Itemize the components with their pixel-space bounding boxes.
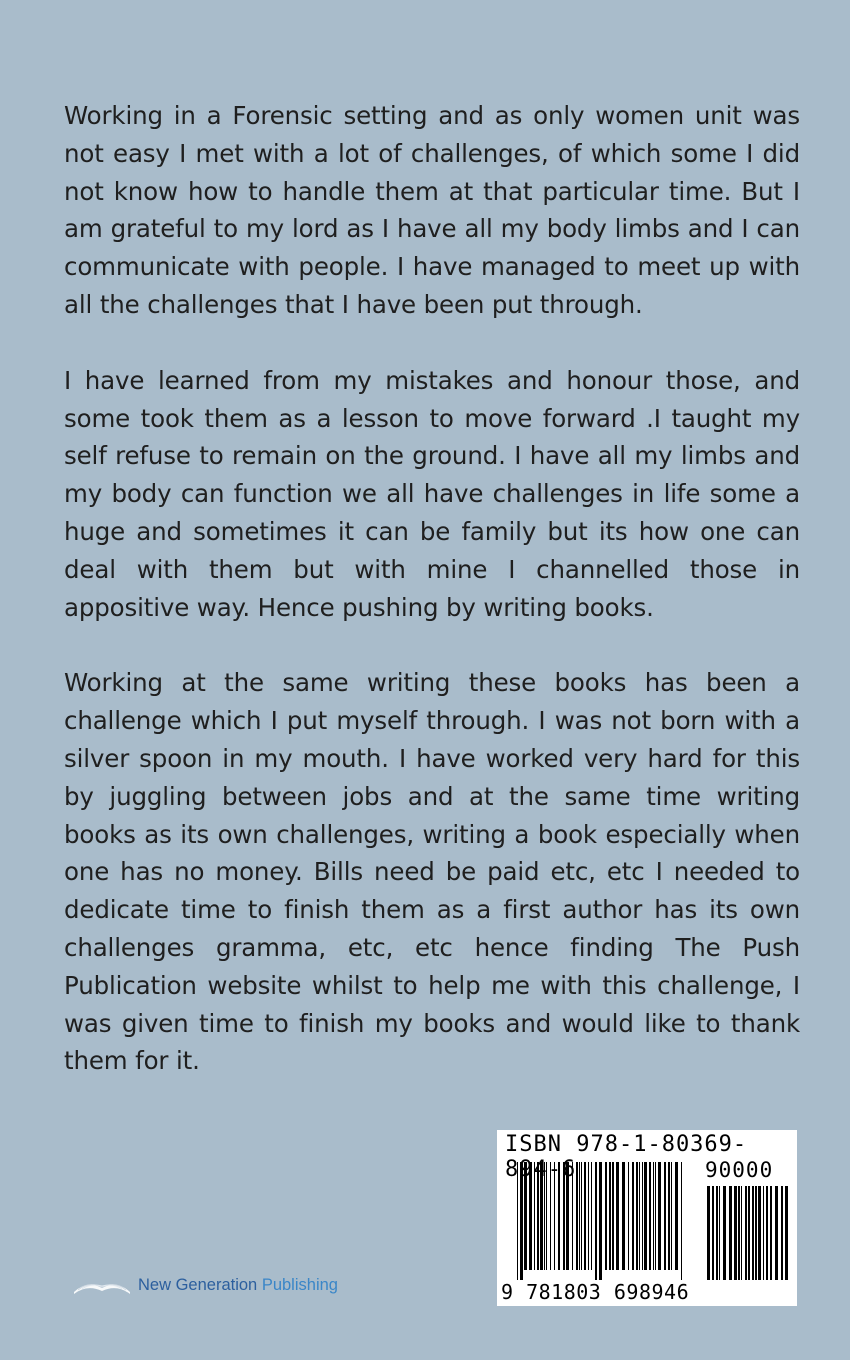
barcode-bar (719, 1186, 720, 1280)
publisher-name (138, 1276, 338, 1295)
barcode-bar (770, 1186, 772, 1280)
publisher-name-main: New Generation (138, 1275, 258, 1294)
barcode-bar (741, 1186, 742, 1280)
barcode-bar (781, 1186, 783, 1280)
barcode-bar (716, 1186, 718, 1280)
barcode-bar (729, 1186, 732, 1280)
barcode-bar (707, 1186, 710, 1280)
barcode-bar (758, 1186, 761, 1280)
blurb-paragraph-2: I have learned from my mistakes and honour those, and some took them as a lesson to move forward .I taught my self refuse to remain on the ground. I have all my limbs and my body can function we all have challenges in life some a huge and sometimes it can be family but its how one can deal with them but with mine I channelled those in appositive way. Hence pushing by writing books. (64, 365, 800, 622)
barcode-bar (755, 1186, 757, 1280)
barcode-bar (734, 1186, 737, 1280)
barcode-bar (775, 1186, 778, 1280)
barcode-bar (745, 1186, 747, 1280)
publisher-name-accent: Publishing (261, 1275, 338, 1294)
barcode-bar (748, 1186, 750, 1280)
price-code: 90000 (705, 1158, 774, 1182)
barcode-bar (738, 1186, 740, 1280)
barcode-bar (766, 1186, 768, 1280)
isbn-label: ISBN 978-1-80369-894-6 (505, 1132, 748, 1182)
barcode-bar (752, 1186, 754, 1280)
blurb-paragraph-3: Working at the same writing these books has been a challenge which I put myself through. I was not born with a silver spoon in my mouth. I have worked very hard for this by juggling between jobs and at the same time writing books as its own challenges, writing a book especially when one has no money. Bills need be paid etc, etc I needed to dedicate time to finish them as a first author has its own challenges gramma, etc, etc hence finding The Push Publication website whilst to help me with this challenge, I was given time to finish my books and would like to thank them for it. (64, 668, 800, 1076)
blurb (64, 97, 800, 1118)
barcode-bar (723, 1186, 726, 1280)
ean-digits: 9 781803 698946 (501, 1280, 690, 1304)
open-book-icon (72, 1274, 132, 1296)
barcode-bar (712, 1186, 714, 1280)
barcode-bar (785, 1186, 788, 1280)
publisher-logo (72, 1270, 372, 1300)
isbn-barcode (497, 1130, 797, 1306)
barcode-bar (763, 1186, 764, 1280)
blurb-paragraph-1: Working in a Forensic setting and as only women unit was not easy I met with a lot of challenges, of which some I did not know how to handle them at that particular time. But I am grateful to my lord as I have all my body limbs and I can communicate with people. I have managed to meet up with all the challenges that I have been put through. (64, 101, 800, 319)
